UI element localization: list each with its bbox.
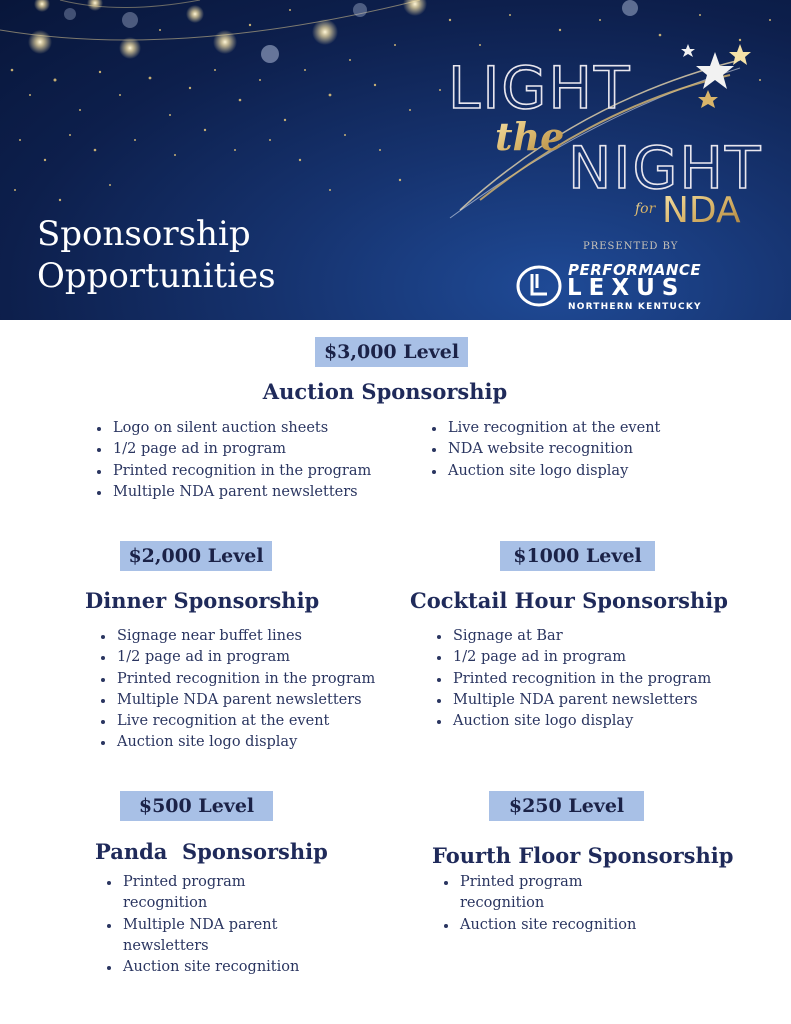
list-item: • NDA website recognition	[446, 439, 746, 460]
logo-word-light: LIGHT	[448, 54, 632, 122]
tier-list-cocktail	[433, 626, 771, 732]
list-item: • Logo on silent auction sheets	[111, 418, 431, 439]
presented-by-label: PRESENTED BY	[583, 241, 679, 252]
tier-title-panda: Panda Sponsorship	[95, 839, 328, 864]
list-item: • Multiple NDA parent newsletters	[451, 690, 771, 711]
light-the-night-logo	[440, 40, 780, 240]
list-item: • Multiple NDA parent newsletters	[121, 915, 311, 958]
sponsor-line-1: PERFORMANCE	[568, 261, 702, 279]
list-item: • Auction site logo display	[446, 461, 746, 482]
lexus-emblem-icon	[515, 264, 563, 312]
tier-list-dinner	[97, 626, 415, 754]
list-item: • Signage near buffet lines	[115, 626, 415, 647]
list-item: • Auction site recognition	[458, 915, 658, 936]
logo-word-nda: NDA	[662, 190, 741, 231]
logo-word-night: NIGHT	[568, 134, 763, 202]
tier-title-auction: Auction Sponsorship	[262, 379, 508, 404]
level-badge-1000: $1000 Level	[500, 541, 655, 571]
heading-line-1: Sponsorship	[37, 214, 251, 254]
list-item: • 1/2 page ad in program	[111, 439, 431, 460]
logo-word-the: the	[495, 114, 565, 159]
tier-title-dinner: Dinner Sponsorship	[85, 588, 320, 613]
sponsor-line-3: NORTHERN KENTUCKY	[568, 302, 702, 312]
header-banner	[0, 0, 791, 320]
tier-list-auction-col1	[93, 418, 431, 503]
level-badge-500: $500 Level	[120, 791, 273, 821]
list-item: • Printed recognition in the program	[111, 461, 431, 482]
sponsor-line-2: LEXUS	[567, 275, 686, 301]
level-badge-250: $250 Level	[489, 791, 644, 821]
level-badge-2000: $2,000 Level	[120, 541, 272, 571]
logo-word-for: for	[635, 201, 656, 217]
list-item: • Printed recognition in the program	[451, 669, 771, 690]
tier-title-fourth-floor: Fourth Floor Sponsorship	[432, 843, 734, 868]
list-item: • Signage at Bar	[451, 626, 771, 647]
list-item: • 1/2 page ad in program	[115, 647, 415, 668]
list-item: • Multiple NDA parent newsletters	[115, 690, 415, 711]
list-item: • Live recognition at the event	[115, 711, 415, 732]
list-item: • Printed recognition in the program	[115, 669, 415, 690]
performance-lexus-logo	[515, 260, 715, 315]
tier-list-fourth-floor	[440, 872, 658, 936]
tier-list-auction-col2	[428, 418, 746, 482]
list-item: • Printed program recognition	[458, 872, 658, 915]
star-icon	[681, 44, 751, 108]
tier-list-panda	[103, 872, 311, 978]
list-item: • Live recognition at the event	[446, 418, 746, 439]
list-item: • Auction site logo display	[451, 711, 771, 732]
page-heading	[37, 213, 276, 297]
heading-line-2: Opportunities	[37, 256, 276, 296]
tier-title-cocktail: Cocktail Hour Sponsorship	[410, 588, 728, 613]
list-item: • 1/2 page ad in program	[451, 647, 771, 668]
list-item: • Auction site recognition	[121, 957, 311, 978]
list-item: • Printed program recognition	[121, 872, 311, 915]
list-item: • Auction site logo display	[115, 732, 415, 753]
level-badge-3000: $3,000 Level	[315, 337, 468, 367]
list-item: • Multiple NDA parent newsletters	[111, 482, 431, 503]
